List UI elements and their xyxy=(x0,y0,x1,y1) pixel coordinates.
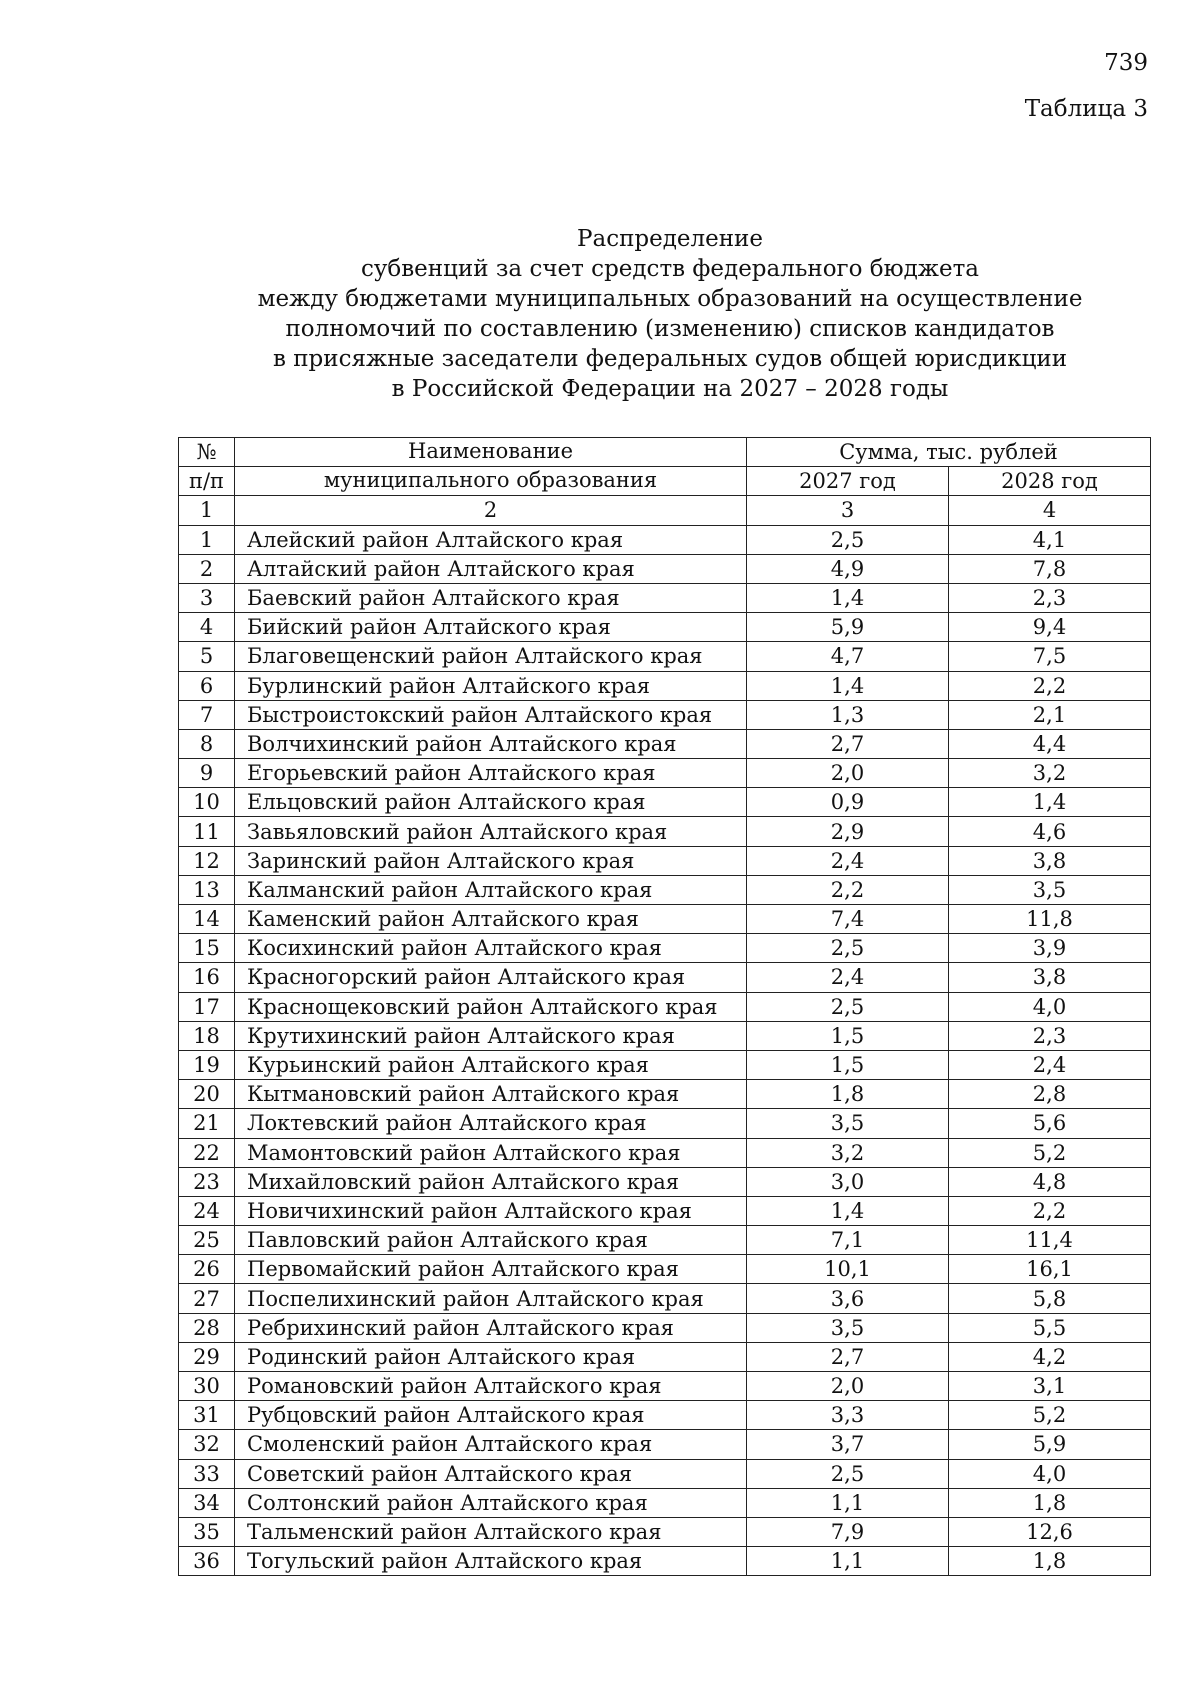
title-line: Распределение xyxy=(577,226,763,252)
column-number: 3 xyxy=(747,496,949,525)
header-year-2027: 2027 год xyxy=(747,467,949,496)
amount-2028: 4,4 xyxy=(949,729,1151,758)
amount-2027: 3,0 xyxy=(747,1167,949,1196)
title-line: субвенций за счет средств федерального бюджета xyxy=(360,256,980,282)
amount-2028: 1,4 xyxy=(949,788,1151,817)
municipality-name: Завьяловский район Алтайского края xyxy=(235,817,747,846)
municipality-name: Бийский район Алтайского края xyxy=(235,613,747,642)
table-row xyxy=(179,934,1151,963)
amount-2027: 10,1 xyxy=(747,1255,949,1284)
amount-2028: 3,1 xyxy=(949,1372,1151,1401)
amount-2027: 2,0 xyxy=(747,1372,949,1401)
municipality-name: Смоленский район Алтайского края xyxy=(235,1430,747,1459)
row-number: 18 xyxy=(179,1021,235,1050)
amount-2028: 3,5 xyxy=(949,875,1151,904)
municipality-name: Поспелихинский район Алтайского края xyxy=(235,1284,747,1313)
row-number: 29 xyxy=(179,1342,235,1371)
municipality-name: Кытмановский район Алтайского края xyxy=(235,1080,747,1109)
table-row xyxy=(179,1284,1151,1313)
municipality-name: Советский район Алтайского края xyxy=(235,1459,747,1488)
amount-2027: 1,4 xyxy=(747,671,949,700)
row-number: 36 xyxy=(179,1547,235,1576)
amount-2027: 1,4 xyxy=(747,1196,949,1225)
amount-2027: 1,5 xyxy=(747,1050,949,1079)
amount-2027: 2,0 xyxy=(747,759,949,788)
table-row xyxy=(179,759,1151,788)
row-number: 25 xyxy=(179,1226,235,1255)
municipality-name: Курьинский район Алтайского края xyxy=(235,1050,747,1079)
table-row xyxy=(179,875,1151,904)
row-number: 21 xyxy=(179,1109,235,1138)
municipality-name: Быстроистокский район Алтайского края xyxy=(235,700,747,729)
municipality-name: Благовещенский район Алтайского края xyxy=(235,642,747,671)
column-number: 1 xyxy=(179,496,235,525)
municipality-name: Ребрихинский район Алтайского края xyxy=(235,1313,747,1342)
row-number: 20 xyxy=(179,1080,235,1109)
row-number: 13 xyxy=(179,875,235,904)
amount-2028: 3,8 xyxy=(949,963,1151,992)
amount-2027: 7,9 xyxy=(747,1517,949,1546)
header-sum: Сумма, тыс. рублей xyxy=(747,438,1151,467)
amount-2028: 11,8 xyxy=(949,905,1151,934)
column-number: 4 xyxy=(949,496,1151,525)
amount-2028: 4,1 xyxy=(949,525,1151,554)
amount-2027: 2,5 xyxy=(747,992,949,1021)
amount-2028: 2,2 xyxy=(949,1196,1151,1225)
municipality-name: Красногорский район Алтайского края xyxy=(235,963,747,992)
table-row xyxy=(179,905,1151,934)
table-row xyxy=(179,817,1151,846)
amount-2028: 3,2 xyxy=(949,759,1151,788)
municipality-name: Заринский район Алтайского края xyxy=(235,846,747,875)
amount-2027: 2,7 xyxy=(747,729,949,758)
amount-2028: 3,8 xyxy=(949,846,1151,875)
row-number: 35 xyxy=(179,1517,235,1546)
amount-2027: 1,1 xyxy=(747,1547,949,1576)
row-number: 15 xyxy=(179,934,235,963)
header-row xyxy=(179,467,1151,496)
title-line: полномочий по составлению (изменению) списков кандидатов xyxy=(285,316,1055,342)
amount-2028: 7,5 xyxy=(949,642,1151,671)
row-number: 1 xyxy=(179,525,235,554)
table-row xyxy=(179,1372,1151,1401)
table-row xyxy=(179,1226,1151,1255)
row-number: 22 xyxy=(179,1138,235,1167)
row-number: 6 xyxy=(179,671,235,700)
row-number: 16 xyxy=(179,963,235,992)
row-number: 14 xyxy=(179,905,235,934)
row-number: 23 xyxy=(179,1167,235,1196)
row-number: 19 xyxy=(179,1050,235,1079)
table-body xyxy=(179,525,1151,1576)
table-row xyxy=(179,583,1151,612)
amount-2028: 12,6 xyxy=(949,1517,1151,1546)
row-number: 9 xyxy=(179,759,235,788)
municipality-name: Тогульский район Алтайского края xyxy=(235,1547,747,1576)
row-number: 5 xyxy=(179,642,235,671)
amount-2027: 1,5 xyxy=(747,1021,949,1050)
municipality-name: Михайловский район Алтайского края xyxy=(235,1167,747,1196)
row-number: 27 xyxy=(179,1284,235,1313)
header-num-top: № xyxy=(179,438,235,467)
table-row xyxy=(179,1167,1151,1196)
row-number: 8 xyxy=(179,729,235,758)
municipality-name: Калманский район Алтайского края xyxy=(235,875,747,904)
column-number-row xyxy=(179,496,1151,525)
header-num-bottom: п/п xyxy=(179,467,235,496)
table-row xyxy=(179,1255,1151,1284)
table-row xyxy=(179,729,1151,758)
table-row xyxy=(179,1050,1151,1079)
row-number: 30 xyxy=(179,1372,235,1401)
row-number: 3 xyxy=(179,583,235,612)
municipality-name: Каменский район Алтайского края xyxy=(235,905,747,934)
amount-2028: 5,5 xyxy=(949,1313,1151,1342)
amount-2028: 4,2 xyxy=(949,1342,1151,1371)
amount-2027: 2,5 xyxy=(747,525,949,554)
amount-2028: 1,8 xyxy=(949,1488,1151,1517)
municipality-name: Алейский район Алтайского края xyxy=(235,525,747,554)
table-row xyxy=(179,525,1151,554)
amount-2027: 2,2 xyxy=(747,875,949,904)
table-row xyxy=(179,1401,1151,1430)
amount-2027: 3,2 xyxy=(747,1138,949,1167)
table-caption: Таблица 3 xyxy=(1024,96,1148,122)
amount-2027: 3,3 xyxy=(747,1401,949,1430)
table-row xyxy=(179,963,1151,992)
amount-2028: 5,8 xyxy=(949,1284,1151,1313)
amount-2028: 3,9 xyxy=(949,934,1151,963)
row-number: 31 xyxy=(179,1401,235,1430)
row-number: 24 xyxy=(179,1196,235,1225)
amount-2028: 7,8 xyxy=(949,554,1151,583)
municipality-name: Бурлинский район Алтайского края xyxy=(235,671,747,700)
municipality-name: Новичихинский район Алтайского края xyxy=(235,1196,747,1225)
amount-2028: 5,2 xyxy=(949,1401,1151,1430)
header-name-bottom: муниципального образования xyxy=(235,467,747,496)
table-row xyxy=(179,1313,1151,1342)
amount-2027: 1,1 xyxy=(747,1488,949,1517)
amount-2027: 2,5 xyxy=(747,934,949,963)
table-row xyxy=(179,1196,1151,1225)
municipality-name: Романовский район Алтайского края xyxy=(235,1372,747,1401)
table-row xyxy=(179,1459,1151,1488)
municipality-name: Мамонтовский район Алтайского края xyxy=(235,1138,747,1167)
row-number: 7 xyxy=(179,700,235,729)
amount-2027: 1,3 xyxy=(747,700,949,729)
title-line: между бюджетами муниципальных образований на осуществление xyxy=(257,286,1083,312)
amount-2027: 4,9 xyxy=(747,554,949,583)
municipality-name: Тальменский район Алтайского края xyxy=(235,1517,747,1546)
row-number: 32 xyxy=(179,1430,235,1459)
municipality-name: Рубцовский район Алтайского края xyxy=(235,1401,747,1430)
row-number: 28 xyxy=(179,1313,235,1342)
table-row xyxy=(179,1517,1151,1546)
municipality-name: Алтайский район Алтайского края xyxy=(235,554,747,583)
municipality-name: Локтевский район Алтайского края xyxy=(235,1109,747,1138)
header-row xyxy=(179,438,1151,467)
table-row xyxy=(179,613,1151,642)
amount-2028: 4,8 xyxy=(949,1167,1151,1196)
municipality-name: Павловский район Алтайского края xyxy=(235,1226,747,1255)
amount-2028: 11,4 xyxy=(949,1226,1151,1255)
table-row xyxy=(179,788,1151,817)
table-row xyxy=(179,671,1151,700)
row-number: 12 xyxy=(179,846,235,875)
table-row xyxy=(179,1109,1151,1138)
table-row xyxy=(179,1488,1151,1517)
amount-2028: 4,0 xyxy=(949,1459,1151,1488)
table-row xyxy=(179,846,1151,875)
amount-2028: 1,8 xyxy=(949,1547,1151,1576)
title-line: в присяжные заседатели федеральных судов общей юрисдикции xyxy=(272,346,1068,372)
amount-2027: 3,7 xyxy=(747,1430,949,1459)
amount-2028: 4,6 xyxy=(949,817,1151,846)
row-number: 33 xyxy=(179,1459,235,1488)
row-number: 4 xyxy=(179,613,235,642)
header-name-top: Наименование xyxy=(235,438,747,467)
row-number: 17 xyxy=(179,992,235,1021)
amount-2027: 0,9 xyxy=(747,788,949,817)
row-number: 26 xyxy=(179,1255,235,1284)
municipality-name: Косихинский район Алтайского края xyxy=(235,934,747,963)
amount-2028: 2,4 xyxy=(949,1050,1151,1079)
municipality-name: Краснощековский район Алтайского края xyxy=(235,992,747,1021)
table-row xyxy=(179,700,1151,729)
row-number: 10 xyxy=(179,788,235,817)
amount-2027: 3,6 xyxy=(747,1284,949,1313)
amount-2028: 16,1 xyxy=(949,1255,1151,1284)
municipality-name: Волчихинский район Алтайского края xyxy=(235,729,747,758)
amount-2028: 2,2 xyxy=(949,671,1151,700)
table-row xyxy=(179,1547,1151,1576)
amount-2028: 2,8 xyxy=(949,1080,1151,1109)
row-number: 11 xyxy=(179,817,235,846)
page-number: 739 xyxy=(1104,50,1148,76)
municipality-name: Крутихинский район Алтайского края xyxy=(235,1021,747,1050)
municipality-name: Баевский район Алтайского края xyxy=(235,583,747,612)
amount-2027: 2,9 xyxy=(747,817,949,846)
table-row xyxy=(179,1138,1151,1167)
amount-2027: 7,1 xyxy=(747,1226,949,1255)
amount-2027: 2,7 xyxy=(747,1342,949,1371)
amount-2027: 2,4 xyxy=(747,846,949,875)
amount-2027: 5,9 xyxy=(747,613,949,642)
amount-2028: 2,3 xyxy=(949,583,1151,612)
row-number: 34 xyxy=(179,1488,235,1517)
amount-2028: 4,0 xyxy=(949,992,1151,1021)
table-row xyxy=(179,642,1151,671)
amount-2027: 2,5 xyxy=(747,1459,949,1488)
header-year-2028: 2028 год xyxy=(949,467,1151,496)
table-row xyxy=(179,1080,1151,1109)
table-row xyxy=(179,1342,1151,1371)
amount-2027: 3,5 xyxy=(747,1313,949,1342)
amount-2027: 1,4 xyxy=(747,583,949,612)
amount-2027: 1,8 xyxy=(747,1080,949,1109)
title-line: в Российской Федерации на 2027 – 2028 годы xyxy=(391,376,949,402)
table-row xyxy=(179,554,1151,583)
amount-2028: 9,4 xyxy=(949,613,1151,642)
amount-2027: 7,4 xyxy=(747,905,949,934)
municipality-name: Егорьевский район Алтайского края xyxy=(235,759,747,788)
table-row xyxy=(179,1021,1151,1050)
municipality-name: Ельцовский район Алтайского края xyxy=(235,788,747,817)
table-row xyxy=(179,992,1151,1021)
row-number: 2 xyxy=(179,554,235,583)
amount-2028: 5,9 xyxy=(949,1430,1151,1459)
document-title xyxy=(180,224,1160,404)
amount-2028: 5,2 xyxy=(949,1138,1151,1167)
table-row xyxy=(179,1430,1151,1459)
amount-2027: 3,5 xyxy=(747,1109,949,1138)
amount-2028: 2,3 xyxy=(949,1021,1151,1050)
municipality-name: Солтонский район Алтайского края xyxy=(235,1488,747,1517)
amount-2028: 2,1 xyxy=(949,700,1151,729)
amount-2027: 2,4 xyxy=(747,963,949,992)
subvention-distribution-table xyxy=(178,437,1151,1576)
amount-2028: 5,6 xyxy=(949,1109,1151,1138)
column-number: 2 xyxy=(235,496,747,525)
municipality-name: Родинский район Алтайского края xyxy=(235,1342,747,1371)
amount-2027: 4,7 xyxy=(747,642,949,671)
municipality-name: Первомайский район Алтайского края xyxy=(235,1255,747,1284)
